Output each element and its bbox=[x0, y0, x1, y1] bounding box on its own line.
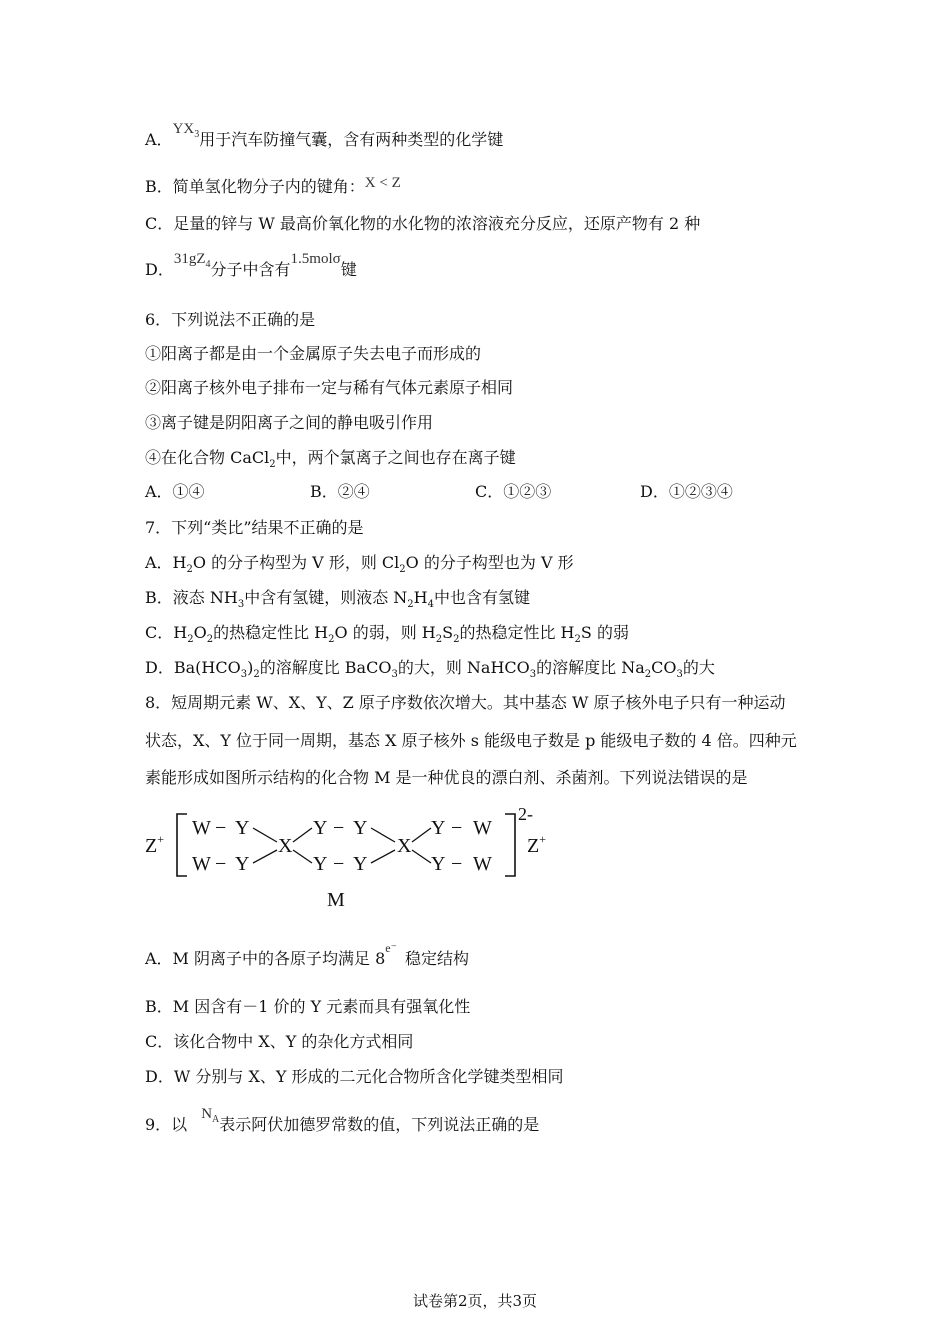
q7-option-b: B．液态 $NH_3$中含有氢键，则液态 $N_2H_4$中也含有氢键 bbox=[145, 588, 530, 610]
q9-stem: 9．以$N_A$表示阿伏加德罗常数的值，下列说法正确的是 bbox=[145, 1106, 540, 1134]
q7-option-a: A．$H_2O$ 的分子构型为 V 形，则 $Cl_2O$ 的分子构型也为 V 形 bbox=[145, 553, 574, 575]
q6-option-c: C．①②③ bbox=[475, 482, 552, 501]
q7-stem: 7．下列“类比”结果不正确的是 bbox=[145, 518, 364, 537]
q5-option-a: A．$YX_3$用于汽车防撞气囊，含有两种类型的化学键 bbox=[145, 121, 504, 149]
bond-dash: − bbox=[215, 817, 227, 839]
cation-z-left: Z+ bbox=[145, 832, 164, 857]
q5-option-c: C．足量的锌与 W 最高价氧化物的水化物的浓溶液充分反应，还原产物有 2 种 bbox=[145, 214, 701, 233]
q7-option-c: C．$H_2O_2$的热稳定性比 $H_2O$ 的弱，则 $H_2S_2$的热稳定性比 $H_2S$ 的弱 bbox=[145, 623, 629, 645]
q8-stem-line-2: 状态，X、Y 位于同一周期，基态 X 原子核外 s 能级电子数是 p 能级电子数的 4 倍。四种元 bbox=[145, 731, 797, 750]
atom-y: Y bbox=[353, 853, 368, 875]
formula-yx3: $YX_3$ bbox=[172, 121, 200, 140]
q6-option-a: A．①④ bbox=[145, 482, 205, 501]
q6-statement-1: ①阳离子都是由一个金属原子失去电子而形成的 bbox=[145, 344, 482, 363]
atom-w: W bbox=[192, 817, 211, 839]
q6-stem: 6．下列说法不正确的是 bbox=[145, 310, 316, 329]
formula-sigma-bond: 1.5molσ bbox=[290, 251, 341, 267]
q8-option-a: A．M 阴离子中的各原子均满足 $8^{e^-}$稳定结构 bbox=[145, 941, 469, 968]
q6-statement-2: ②阳离子核外电子排布一定与稀有气体元素原子相同 bbox=[145, 378, 514, 397]
anion-charge: 2- bbox=[518, 804, 533, 824]
q8-option-b: B．M 因含有－1 价的 Y 元素而具有强氧化性 bbox=[145, 997, 471, 1016]
q6-statement-4: ④在化合物 CaCl$_2$中，两个氯离子之间也存在离子键 bbox=[145, 448, 516, 470]
formula-31gz4: $31gZ_4$ bbox=[173, 251, 211, 270]
q5-option-d: D．$31gZ_4$分子中含有1.5molσ键 bbox=[145, 251, 357, 279]
figure-label: M bbox=[327, 889, 345, 911]
bond-dash: − bbox=[215, 853, 227, 875]
q7-option-d: D．$Ba(HCO_3)_2$的溶解度比 BaCO$_3$的大，则 NaHCO$_3$的溶解度比 $Na_2CO_3$的大 bbox=[145, 658, 715, 680]
bond-dash: − bbox=[333, 853, 345, 875]
atom-y: Y bbox=[235, 817, 250, 839]
atom-w: W bbox=[473, 853, 492, 875]
q8-stem-line-1: 8．短周期元素 W、X、Y、Z 原子序数依次增大。其中基态 W 原子核外电子只有一种运动 bbox=[145, 693, 786, 712]
atom-w: W bbox=[473, 817, 492, 839]
atom-y: Y bbox=[431, 853, 446, 875]
atom-x-right: X bbox=[397, 835, 412, 857]
q8-option-d: D．W 分别与 X、Y 形成的二元化合物所含化学键类型相同 bbox=[145, 1067, 564, 1086]
electron-symbol: e⁻ bbox=[385, 941, 397, 955]
q8-option-c: C．该化合物中 X、Y 的杂化方式相同 bbox=[145, 1032, 414, 1051]
atom-y: Y bbox=[313, 817, 328, 839]
bond-dash: − bbox=[451, 853, 463, 875]
bracket-left bbox=[177, 814, 187, 876]
atom-w: W bbox=[192, 853, 211, 875]
atom-y: Y bbox=[431, 817, 446, 839]
atom-y: Y bbox=[353, 817, 368, 839]
q8-stem-line-3: 素能形成如图所示结构的化合物 M 是一种优良的漂白剂、杀菌剂。下列说法错误的是 bbox=[145, 768, 748, 787]
page-footer: 试卷第2页，共3页 bbox=[412, 1292, 538, 1310]
atom-y: Y bbox=[235, 853, 250, 875]
cation-z-right: Z+ bbox=[527, 832, 546, 857]
bond-dash: − bbox=[451, 817, 463, 839]
formula-bond-angle: X < Z bbox=[364, 175, 401, 191]
atom-x-left: X bbox=[278, 835, 293, 857]
q5-option-b: B．简单氢化物分子内的键角：X < Z bbox=[145, 175, 401, 196]
q6-statement-3: ③离子键是阴阳离子之间的静电吸引作用 bbox=[145, 413, 434, 432]
q6-option-d: D．①②③④ bbox=[640, 482, 733, 501]
bond-dash: − bbox=[333, 817, 345, 839]
formula-na: $N_A$ bbox=[201, 1106, 220, 1125]
q6-option-b: B．②④ bbox=[310, 482, 370, 501]
bracket-right bbox=[505, 814, 515, 876]
atom-y: Y bbox=[313, 853, 328, 875]
structure-figure-m bbox=[135, 800, 575, 915]
